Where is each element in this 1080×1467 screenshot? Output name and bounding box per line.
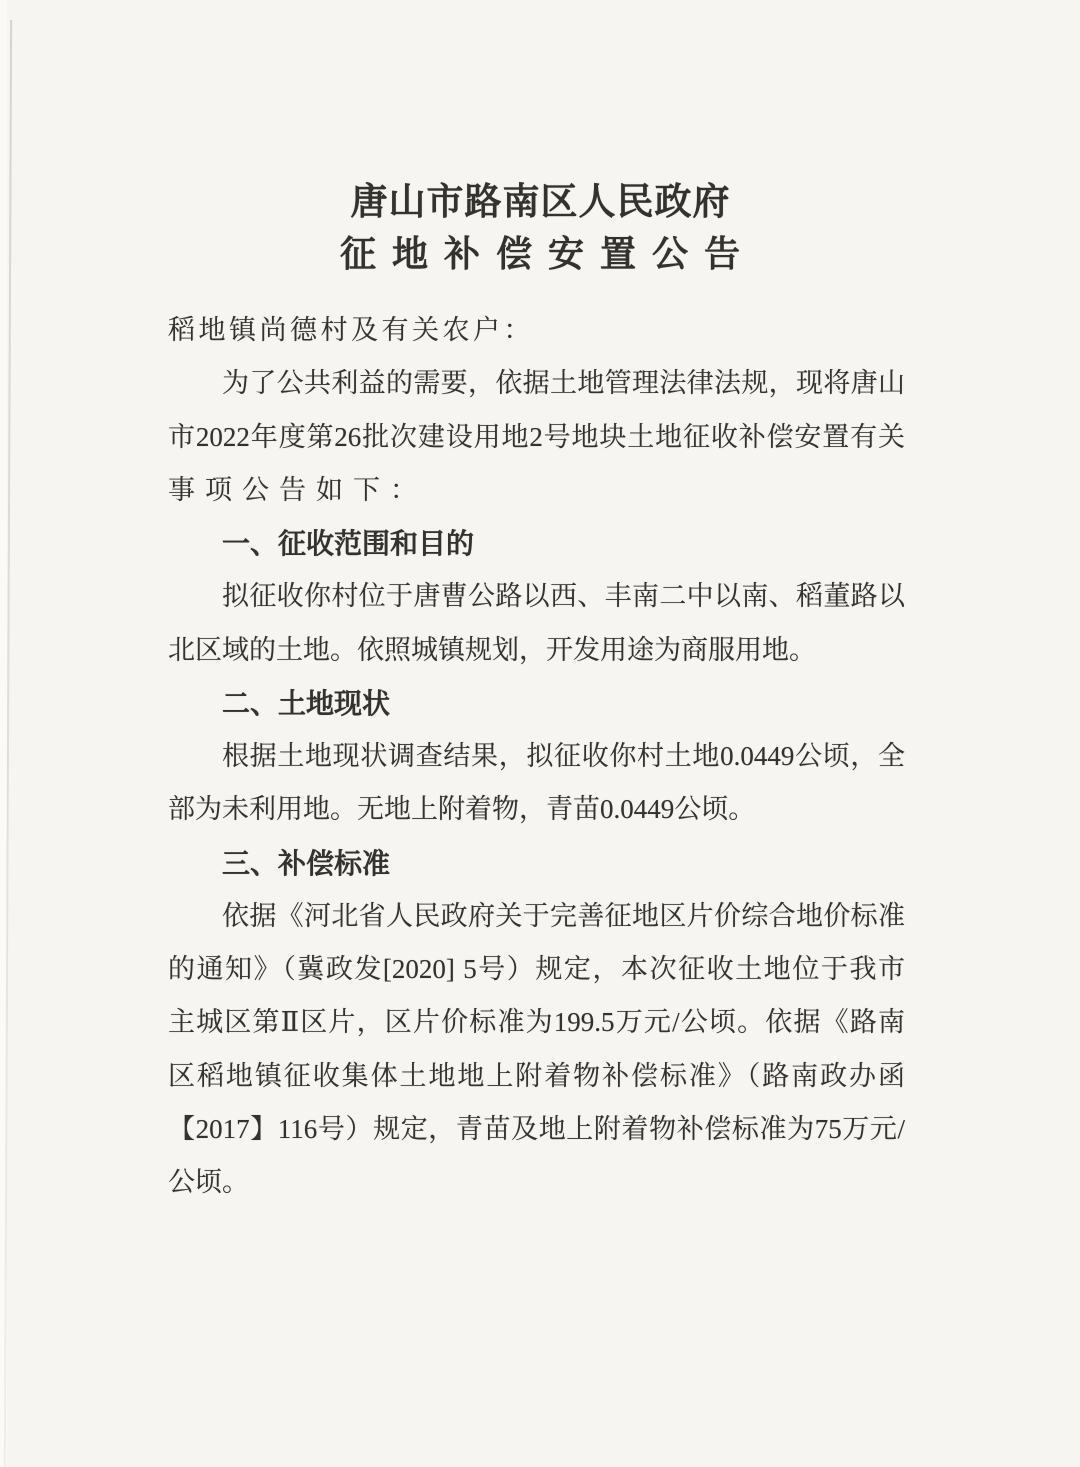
section-2-paragraph-line: 部为未利用地。无地上附着物，青苗0.0449公顷。	[168, 794, 756, 825]
section-2-paragraph-line: 根据土地现状调查结果，拟征收你村土地0.0449公顷，全	[222, 741, 905, 771]
section-1-paragraph-line: 拟征收你村位于唐曹公路以西、丰南二中以南、稻董路以	[222, 581, 905, 612]
section-1-paragraph-line: 北区域的土地。依照城镇规划，开发用途为商服用地。	[168, 634, 816, 665]
section-1-heading: 一、征收范围和目的	[222, 528, 475, 559]
section-3-paragraph-line: 主城区第Ⅱ区片，区片价标准为199.5万元/公顷。依据《路南	[168, 1007, 905, 1038]
document-title	[0, 176, 1080, 280]
intro-paragraph-line: 市2022年度第26批次建设用地2号地块土地征收补偿安置有关	[168, 421, 905, 452]
document-body	[168, 304, 905, 1209]
section-3-paragraph-line: 的通知》（冀政发[2020] 5号）规定，本次征收土地位于我市	[168, 954, 905, 984]
section-2-heading: 二、土地现状	[222, 687, 391, 719]
title-issuer: 唐山市路南区人民政府	[350, 181, 731, 222]
section-3-heading: 三、补偿标准	[222, 847, 391, 879]
section-3-paragraph-line: 依据《河北省人民政府关于完善征地区片价综合地价标准	[222, 900, 905, 931]
intro-paragraph-line: 为了公共利益的需要，依据土地管理法律法规，现将唐山	[222, 368, 905, 399]
title-notice-name: 征地补偿安置公告	[339, 233, 756, 274]
intro-paragraph-line: 事项公告如下：	[168, 474, 427, 505]
section-3-paragraph-line: 区稻地镇征收集体土地地上附着物补偿标准》（路南政办函	[168, 1060, 905, 1091]
section-3-paragraph-line: 【2017】116号）规定，青苗及地上附着物补偿标准为75万元/	[168, 1113, 905, 1144]
section-3-paragraph-line: 公顷。	[168, 1167, 249, 1197]
salutation-line: 稻地镇尚德村及有关农户：	[168, 315, 534, 345]
